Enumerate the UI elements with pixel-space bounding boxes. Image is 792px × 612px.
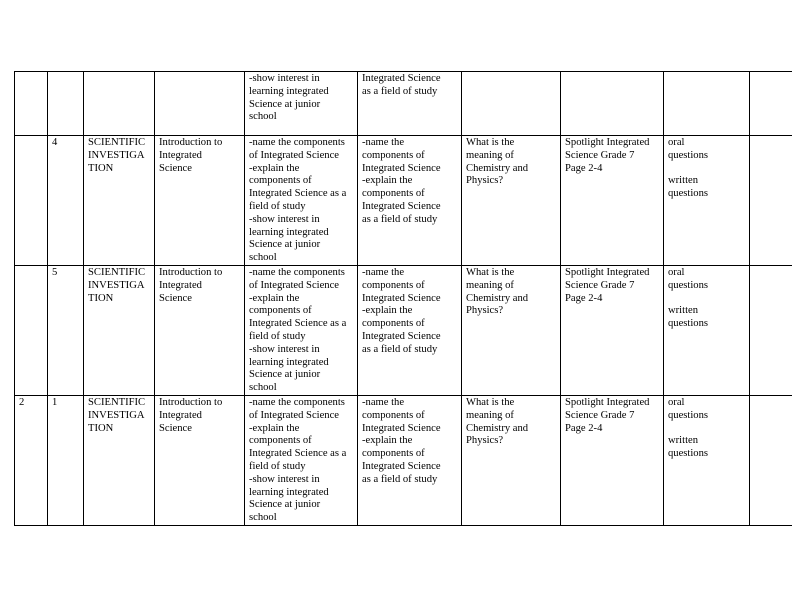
learning-outcomes-cell xyxy=(245,72,358,136)
lesson-cell: 1 xyxy=(48,395,84,525)
cell-text-line: components of xyxy=(362,149,425,161)
week-cell: 2 xyxy=(15,395,48,525)
learning-resources-cell xyxy=(561,265,664,395)
scheme-of-work-table xyxy=(14,71,792,526)
cell-text-line: Integrated Science as a xyxy=(249,318,347,330)
cell-text-line: components of xyxy=(362,279,425,291)
cell-text-line: oral xyxy=(668,137,685,148)
cell-text-line: What is the xyxy=(466,137,515,148)
cell-text-line: Spotlight Integrated xyxy=(565,396,650,408)
cell-text-line: Integrated Science xyxy=(362,292,441,304)
cell-text-line: components of xyxy=(362,188,425,200)
cell-text-line: field of study xyxy=(249,200,306,212)
cell-text-line: -name the components xyxy=(249,266,345,278)
cell-text-line: of Integrated Science xyxy=(249,409,340,421)
cell-text-line: Physics? xyxy=(466,305,504,317)
cell-text-line: questions xyxy=(668,318,709,330)
cell-text-line: -show interest in xyxy=(249,213,320,225)
learning-experiences-cell xyxy=(358,72,462,136)
cell-text-line: Science Grade 7 xyxy=(565,409,635,421)
key-inquiry-question-cell xyxy=(462,72,561,136)
assessment-cell xyxy=(664,395,750,525)
cell-text-line: questions xyxy=(668,188,709,200)
cell-text-line: school xyxy=(249,382,277,394)
cell-text-line: components of xyxy=(362,318,425,330)
cell-text-line: Integrated Science xyxy=(362,73,441,84)
cell-text-line: questions xyxy=(668,409,709,421)
cell-text-line: learning integrated xyxy=(249,486,329,498)
strand-cell xyxy=(84,136,155,266)
remarks-cell xyxy=(750,72,792,136)
learning-experiences-cell xyxy=(358,265,462,395)
cell-text-line: components of xyxy=(249,435,312,447)
blank-line xyxy=(668,163,745,176)
blank-line xyxy=(668,293,745,306)
cell-text-line: SCIENTIFIC xyxy=(88,396,146,408)
cell-text-line: What is the xyxy=(466,266,515,278)
remarks-cell xyxy=(750,136,792,266)
cell-text-line: Introduction to xyxy=(159,137,223,148)
cell-text-line: -show interest in xyxy=(249,473,320,485)
cell-text-line: TION xyxy=(88,162,114,174)
table-body xyxy=(15,72,792,526)
cell-text-line: as a field of study xyxy=(362,473,438,485)
table-row xyxy=(15,395,792,525)
week-cell xyxy=(15,72,48,136)
substrand-cell xyxy=(155,136,245,266)
cell-text-line: as a field of study xyxy=(362,85,438,97)
substrand-cell xyxy=(155,72,245,136)
cell-text-line: Integrated Science xyxy=(362,200,441,212)
cell-text-line: -name the components xyxy=(249,396,345,408)
cell-text-line: Integrated Science xyxy=(362,330,441,342)
cell-text-line: as a field of study xyxy=(362,213,438,225)
cell-text-line: -explain the xyxy=(249,292,300,304)
cell-text-line: Integrated xyxy=(159,279,202,291)
cell-text-line: Integrated Science as a xyxy=(249,448,347,460)
cell-text-line: Page 2-4 xyxy=(565,422,603,434)
cell-text-line: Integrated Science xyxy=(362,422,441,434)
week-cell xyxy=(15,136,48,266)
cell-text-line: SCIENTIFIC xyxy=(88,137,146,148)
lesson-cell xyxy=(48,72,84,136)
cell-text-line: learning integrated xyxy=(249,356,329,368)
cell-text-line: -name the components xyxy=(249,137,345,148)
learning-resources-cell xyxy=(561,136,664,266)
cell-text-line: components of xyxy=(362,448,425,460)
cell-text-line: SCIENTIFIC xyxy=(88,266,146,278)
learning-outcomes-cell xyxy=(245,136,358,266)
cell-text-line: Spotlight Integrated xyxy=(565,266,650,278)
cell-text-line: school xyxy=(249,512,277,524)
key-inquiry-question-cell xyxy=(462,265,561,395)
cell-text-line: as a field of study xyxy=(362,343,438,355)
key-inquiry-question-cell xyxy=(462,136,561,266)
cell-text-line: written xyxy=(668,435,699,447)
cell-text-line: of Integrated Science xyxy=(249,149,340,161)
cell-text-line: components of xyxy=(249,305,312,317)
strand-cell xyxy=(84,265,155,395)
week-cell xyxy=(15,265,48,395)
substrand-cell xyxy=(155,265,245,395)
cell-text-line: Science at junior xyxy=(249,98,321,110)
cell-text-line: Page 2-4 xyxy=(565,162,603,174)
strand-cell xyxy=(84,395,155,525)
assessment-cell xyxy=(664,265,750,395)
cell-text-line: Page 2-4 xyxy=(565,292,603,304)
lesson-cell: 5 xyxy=(48,265,84,395)
cell-text-line: Integrated xyxy=(159,409,202,421)
cell-text-line: What is the xyxy=(466,396,515,408)
cell-text-line: meaning of xyxy=(466,409,514,421)
cell-text-line: -explain the xyxy=(249,162,300,174)
cell-text-line: components of xyxy=(249,175,312,187)
cell-text-line: -explain the xyxy=(362,305,413,317)
cell-text-line: INVESTIGA xyxy=(88,409,145,421)
cell-text-line: Science at junior xyxy=(249,499,321,511)
learning-resources-cell xyxy=(561,72,664,136)
cell-text-line: oral xyxy=(668,396,685,408)
lesson-cell: 4 xyxy=(48,136,84,266)
table-row xyxy=(15,136,792,266)
cell-text-line: learning integrated xyxy=(249,226,329,238)
cell-text-line: -explain the xyxy=(249,422,300,434)
cell-text-line: written xyxy=(668,305,699,317)
cell-text-line: INVESTIGA xyxy=(88,279,145,291)
cell-text-line: Integrated Science xyxy=(362,162,441,174)
cell-text-line: TION xyxy=(88,422,114,434)
cell-text-line: Physics? xyxy=(466,435,504,447)
learning-outcomes-cell xyxy=(245,265,358,395)
cell-text-line: components of xyxy=(362,409,425,421)
cell-text-line: questions xyxy=(668,448,709,460)
assessment-cell xyxy=(664,72,750,136)
cell-text-line: Introduction to xyxy=(159,396,223,408)
table-row xyxy=(15,265,792,395)
cell-text-line: school xyxy=(249,252,277,264)
cell-text-line: -name the xyxy=(362,137,405,148)
cell-text-line: Science xyxy=(159,162,192,174)
key-inquiry-question-cell xyxy=(462,395,561,525)
cell-text-line: -name the xyxy=(362,266,405,278)
cell-text-line: learning integrated xyxy=(249,85,329,97)
cell-text-line: Science at junior xyxy=(249,369,321,381)
cell-text-line: meaning of xyxy=(466,149,514,161)
cell-text-line: written xyxy=(668,175,699,187)
cell-text-line: oral xyxy=(668,266,685,278)
cell-text-line: -show interest in xyxy=(249,73,320,84)
cell-text-line: Chemistry and xyxy=(466,292,529,304)
cell-text-line: Chemistry and xyxy=(466,422,529,434)
cell-text-line: Introduction to xyxy=(159,266,223,278)
cell-text-line: -show interest in xyxy=(249,343,320,355)
cell-text-line: INVESTIGA xyxy=(88,149,145,161)
cell-text-line: questions xyxy=(668,279,709,291)
cell-text-line: Science at junior xyxy=(249,239,321,251)
learning-experiences-cell xyxy=(358,136,462,266)
cell-text-line: field of study xyxy=(249,460,306,472)
table-row xyxy=(15,72,792,136)
remarks-cell xyxy=(750,395,792,525)
strand-cell xyxy=(84,72,155,136)
substrand-cell xyxy=(155,395,245,525)
cell-text-line: -name the xyxy=(362,396,405,408)
cell-text-line: school xyxy=(249,111,277,123)
cell-text-line: Chemistry and xyxy=(466,162,529,174)
assessment-cell xyxy=(664,136,750,266)
cell-text-line: Integrated Science xyxy=(362,460,441,472)
cell-text-line: Science Grade 7 xyxy=(565,149,635,161)
cell-text-line: meaning of xyxy=(466,279,514,291)
learning-experiences-cell xyxy=(358,395,462,525)
cell-text-line: Integrated Science as a xyxy=(249,188,347,200)
cell-text-line: -explain the xyxy=(362,175,413,187)
cell-text-line: field of study xyxy=(249,330,306,342)
cell-text-line: Spotlight Integrated xyxy=(565,137,650,148)
cell-text-line: questions xyxy=(668,149,709,161)
cell-text-line: Physics? xyxy=(466,175,504,187)
blank-line xyxy=(668,423,745,436)
cell-text-line: -explain the xyxy=(362,435,413,447)
cell-text-line: Integrated xyxy=(159,149,202,161)
cell-text-line: Science Grade 7 xyxy=(565,279,635,291)
remarks-cell xyxy=(750,265,792,395)
cell-text-line: TION xyxy=(88,292,114,304)
cell-text-line: Science xyxy=(159,292,192,304)
cell-text-line: Science xyxy=(159,422,192,434)
cell-text-line: of Integrated Science xyxy=(249,279,340,291)
learning-resources-cell xyxy=(561,395,664,525)
learning-outcomes-cell xyxy=(245,395,358,525)
